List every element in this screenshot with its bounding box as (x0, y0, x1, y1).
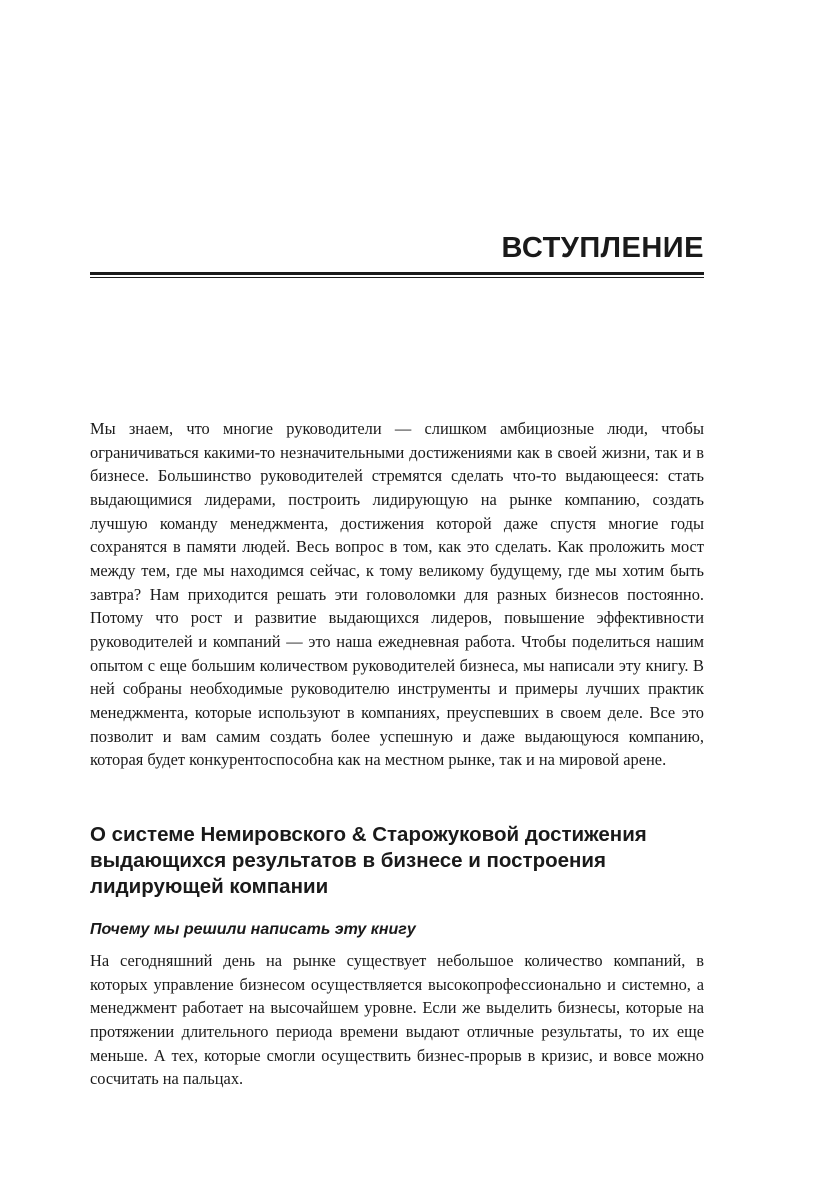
rule-thin-line (90, 277, 704, 278)
section-subheading: Почему мы решили написать эту книгу (90, 921, 416, 938)
section-heading: О системе Немировского & Старожуковой достижения выдающихся результатов в бизнесе и построения лидирующей компании (90, 823, 647, 898)
chapter-title-rule (90, 272, 704, 278)
intro-paragraph: Мы знаем, что многие руководители — слишком амбициозные люди, чтобы ограничиваться какими-то незначительными достижениями как в своей жизни, так и в бизнесе. Большинство руководителей стремятся сделать что-то выдающееся: стать выдающимися лидерами, построить лидирующую на рынке компанию, создать лучшую команду менеджмента, достижения которой даже спустя многие годы сохранятся в памяти людей. Весь вопрос в том, как это сделать. Как проложить мост между тем, где мы находимся сейчас, к тому великому будущему, где мы хотим быть завтра? Нам приходится решать эти головоломки для разных бизнесов постоянно. Потому что рост и развитие выдающихся лидеров, повышение эффективности руководителей и компаний — это наша ежедневная работа. Чтобы поделиться нашим опытом с еще большим количеством руководителей бизнеса, мы написали эту книгу. В ней собраны необходимые руководителю инструменты и примеры лучших практик менеджмента, которые используют в компаниях, преуспевших в своем деле. Все это позволит и вам самим создать более успешную и даже выдающуюся компанию, которая будет конкурентоспособна как на местном рынке, так и на мировой арене. (90, 419, 704, 770)
chapter-title: ВСТУПЛЕНИЕ (501, 232, 704, 264)
section-paragraph: На сегодняшний день на рынке существует небольшое количество компаний, в которых управление бизнесом осуществляется высокопрофессионально и системно, а менеджмент работает на высочайшем уровне. Если же выделить бизнесы, которые на протяжении длительного периода времени выдают отличные результаты, то их еще меньше. А тех, которые смогли осуществить бизнес-прорыв в кризис, и вовсе можно сосчитать на пальцах. (90, 951, 704, 1089)
